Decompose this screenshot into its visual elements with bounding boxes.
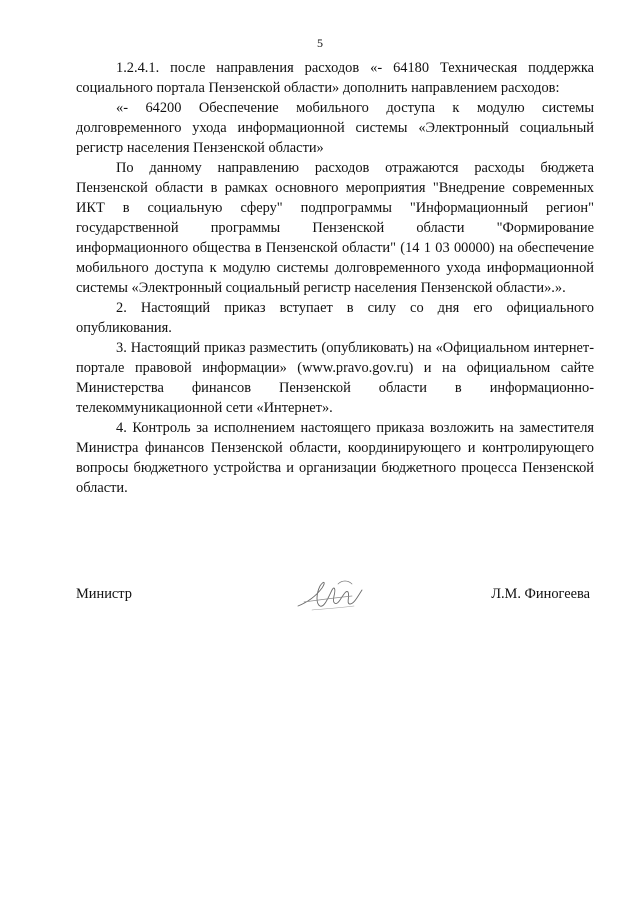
signatory-title: Министр	[76, 586, 132, 602]
signatory-name: Л.М. Финогеева	[491, 586, 590, 602]
handwritten-signature	[294, 576, 368, 616]
document-body	[76, 58, 594, 498]
paragraph-expense-direction-64200: «- 64200 Обеспечение мобильного доступа к модулю системы долговременного ухода информационной системы «Электронный социальный регистр населения Пензенской области»	[76, 100, 594, 156]
paragraph-item-4: 4. Контроль за исполнением настоящего приказа возложить на заместителя Министра финансов Пензенской области, координирующего и контролирующего вопросы бюджетного устройства и организации бюджетного процесса Пензенской области.	[76, 420, 594, 496]
paragraph-item-2: 2. Настоящий приказ вступает в силу со дня его официального опубликования.	[76, 300, 594, 336]
signature-block	[76, 584, 594, 624]
paragraph-1-2-4-1: 1.2.4.1. после направления расходов «- 64180 Техническая поддержка социального портала Пензенской области» дополнить направлением расходов:	[76, 60, 594, 96]
paragraph-item-3: 3. Настоящий приказ разместить (опубликовать) на «Официальном интернет-портале правовой информации» (www.pravo.gov.ru) и на официальном сайте Министерства финансов Пензенской области в информационно-телекоммуникационной сети «Интернет».	[76, 340, 594, 416]
page-number: 5	[317, 36, 323, 50]
paragraph-expense-description: По данному направлению расходов отражаются расходы бюджета Пензенской области в рамках основного мероприятия "Внедрение современных ИКТ в социальную сферу" подпрограммы "Информационный регион" государственной программы Пензенской области "Формирование информационного общества в Пензенской области" (14 1 03 00000) на обеспечение мобильного доступа к модулю системы долговременного ухода информационной системы «Электронный социальный регистр населения Пензенской области».».	[76, 160, 594, 296]
